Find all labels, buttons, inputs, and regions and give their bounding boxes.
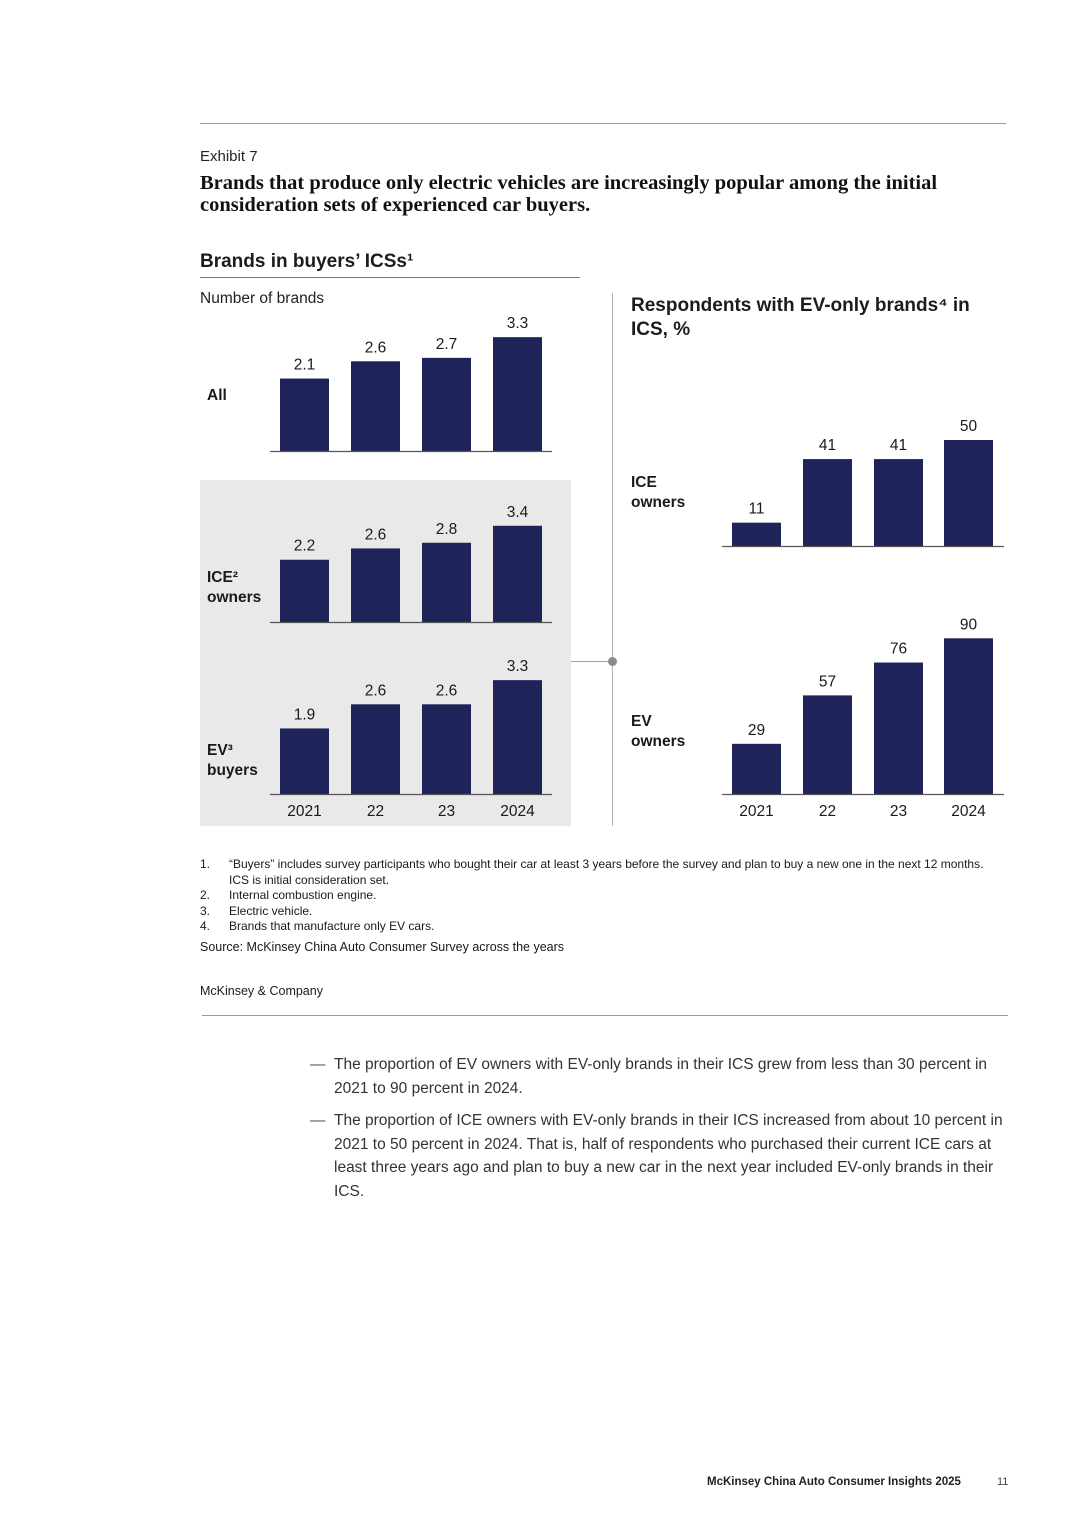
data-label: 11: [748, 500, 765, 518]
body-bullets: [310, 1053, 1015, 1212]
footnote-text: Electric vehicle.: [229, 903, 313, 918]
bar: [944, 440, 993, 546]
bar: [422, 358, 471, 451]
data-label: 3.4: [506, 503, 529, 521]
bar: [803, 459, 852, 546]
row-label: All: [207, 387, 227, 404]
data-label: 57: [818, 673, 837, 691]
bar: [803, 695, 852, 794]
data-label: 50: [959, 418, 978, 435]
data-label: 1.9: [293, 706, 316, 724]
footnote-text: Internal combustion engine.: [229, 888, 377, 903]
data-label: 2.1: [293, 356, 316, 374]
left-section-title: Brands in buyers’ ICSs¹: [200, 251, 414, 272]
row-label: ICE²: [207, 569, 238, 586]
footnote: [200, 857, 1000, 888]
bar: [280, 728, 329, 794]
footnote-text: Brands that manufacture only EV cars.: [229, 919, 435, 934]
tick-label: 22: [366, 803, 385, 820]
data-label: 2.6: [364, 682, 387, 700]
row-label: buyers: [207, 762, 258, 779]
tick-label: 2024: [951, 803, 986, 820]
row-label: owners: [631, 494, 686, 511]
bar: [351, 361, 400, 451]
tick-label: 2021: [739, 803, 774, 820]
bar: [422, 543, 471, 622]
footnote: [200, 904, 1000, 920]
data-label: 41: [889, 437, 908, 455]
bar: [874, 663, 923, 794]
data-label: 76: [889, 640, 908, 658]
dash-icon: —: [310, 1112, 326, 1129]
bar: [280, 379, 329, 451]
row-label: ICE: [631, 474, 657, 491]
tick-label: 2021: [287, 803, 322, 820]
bar: [493, 526, 542, 622]
data-label: 3.3: [506, 658, 529, 676]
right-section-title: Respondents with EV-only brands⁴ in ICS, %: [631, 295, 970, 340]
row-label: EV: [631, 713, 652, 730]
footnotes: [200, 857, 1000, 935]
footnote: [200, 919, 1000, 935]
data-label: 2.6: [435, 682, 458, 700]
source-note: Source: McKinsey China Auto Consumer Survey across the years: [200, 940, 565, 954]
footer-title: McKinsey China Auto Consumer Insights 2025: [707, 1476, 961, 1488]
data-label: 2.2: [293, 537, 316, 555]
bullet-item: [310, 1053, 1015, 1100]
brand-credit: McKinsey & Company: [200, 984, 323, 998]
bar: [493, 337, 542, 451]
data-label: 2.8: [435, 520, 458, 538]
bar: [944, 638, 993, 794]
bullet-text: The proportion of EV owners with EV-only brands in their ICS grew from less than 30 percent in 2021 to 90 percent in 2024.: [334, 1056, 988, 1097]
tick-label: 22: [818, 803, 837, 820]
exhibit-label: Exhibit 7: [200, 148, 258, 165]
footnote-number: 1.: [200, 857, 211, 871]
footnote-number: 4.: [200, 919, 211, 934]
page-number: 11: [997, 1476, 1009, 1488]
row-label: owners: [207, 589, 262, 606]
bar: [280, 560, 329, 622]
footnote-number: 3.: [200, 903, 211, 918]
row-label: EV³: [207, 742, 233, 759]
bar: [874, 459, 923, 546]
data-label: 2.6: [364, 339, 387, 357]
data-label: 41: [818, 437, 837, 455]
bottom-rule: [202, 1015, 1008, 1016]
bullet-text: The proportion of ICE owners with EV-only brands in their ICS increased from about 10 percent in 2021 to 50 percent in 2024. That is, half of respondents who purchased their current ICE cars at least three years ago and plan to buy a new car in the next year included EV-only brands in their ICS.: [334, 1112, 1003, 1200]
bar: [493, 680, 542, 794]
footnote: [200, 888, 1000, 904]
data-label: 3.3: [506, 315, 529, 333]
row-label: owners: [631, 733, 686, 750]
footnote-number: 2.: [200, 888, 211, 903]
bar: [732, 744, 781, 794]
bar: [422, 704, 471, 794]
footnote-text: “Buyers” includes survey participants who bought their car at least 3 years before the survey and plan to buy a new one in the next 12 months. ICS is initial consideration set.: [229, 857, 984, 887]
data-label: 29: [747, 721, 766, 739]
data-label: 2.7: [435, 335, 458, 353]
exhibit-title: Brands that produce only electric vehicles are increasingly popular among the initial consideration sets of experienced car buyers.: [200, 172, 938, 216]
bar: [351, 548, 400, 622]
data-label: 2.6: [364, 526, 387, 544]
left-section-subtitle: Number of brands: [200, 290, 325, 307]
tick-label: 2024: [500, 803, 535, 820]
bullet-item: [310, 1109, 1015, 1203]
dash-icon: —: [310, 1056, 326, 1073]
tick-label: 23: [437, 803, 456, 820]
data-label: 90: [959, 616, 978, 634]
bar: [732, 523, 781, 546]
tick-label: 23: [889, 803, 908, 820]
bar: [351, 704, 400, 794]
